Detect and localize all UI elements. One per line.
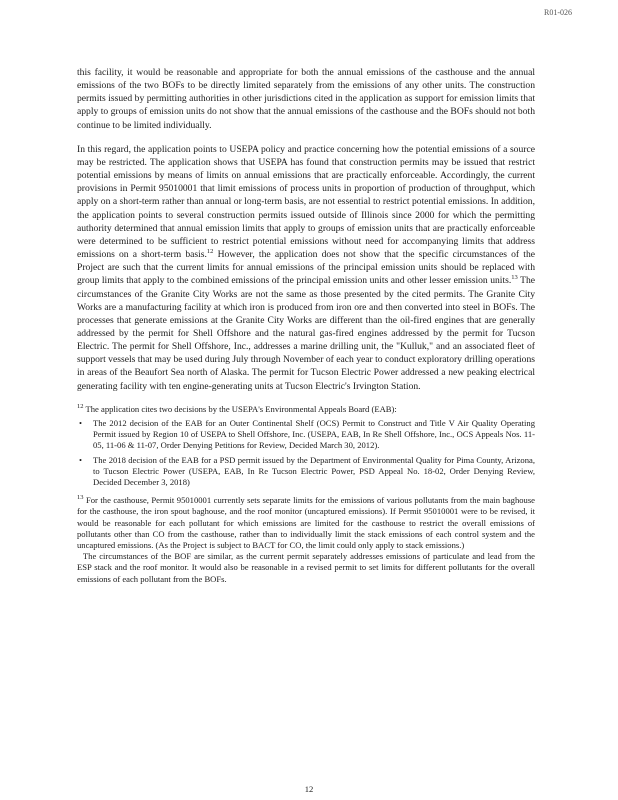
footnote-13-label: 13	[77, 494, 84, 502]
paragraph-1: this facility, it would be reasonable and appropriate for both the annual emissions of the casthouse and the annual emissions of the two BOFs to be directly limited separately from the emissions of any other units. The construction permits issued by permitting authorities in other jurisdictions cited in the application as support for emission limits that apply to groups of emission units do not show that the annual emissions of the casthouse and the BOFs should not both continue to be limited individually.	[77, 67, 535, 131]
paragraph-2-part-b: However, the application does not show that the specific circumstances of the Project are such that the current limits for annual emissions of the principal emission units should be replaced with group limits that apply to the combined emissions of the principal emission units and other lesser emission units.	[77, 249, 536, 287]
footnote-13	[77, 495, 535, 551]
footnote-13-continued	[77, 551, 535, 585]
page-number: 12	[304, 784, 314, 794]
bullet-icon: •	[79, 454, 83, 465]
footnote-12-label: 12	[77, 402, 84, 410]
footnote-13-text-a: For the casthouse, Permit 95010001 currently sets separate limits for the emissions of various pollutants from the main baghouse for the casthouse, the iron spout baghouse, and the roof monitor (uncaptured emissions). If Permit 95010001 were to be revised, it would be reasonable for each pollutant for which emissions are limited for the casthouse to restrict the overall emissions of pollutants other than CO from the casthouse, rather than to individually limit the stack emissions of each control system and the uncaptured emissions. (As the Project is subject to BACT for CO, the limit could only apply to stack emissions.)	[77, 495, 535, 550]
paragraph-2	[77, 143, 535, 393]
footnote-12-item-1-text: The 2012 decision of the EAB for an Outer Continental Shelf (OCS) Permit to Construct and Title V Air Quality Operating Permit issued by Region 10 of USEPA to Shell Offshore, Inc. (USEPA, EAB, In Re Shell Offshore, Inc., OCS Appeals Nos. 11-05, 11-06 & 11-07, Order Denying Petitions for Review, Decided March 30, 2012).	[93, 417, 535, 451]
footnote-ref-13: 13	[511, 274, 518, 282]
footnote-12-intro: The application cites two decisions by the USEPA's Environmental Appeals Board (EAB):	[85, 403, 397, 414]
footnote-ref-12: 12	[206, 247, 214, 255]
footnote-12-item-2	[77, 455, 535, 489]
footnote-12	[77, 404, 535, 415]
bullet-icon: •	[79, 417, 83, 428]
footnote-12-item-2-text: The 2018 decision of the EAB for a PSD permit issued by the Department of Environmental Quality for Pima County, Arizona, to Tucson Electric Power (USEPA, EAB, In Re Tucson Electric Power, PSD Appeal No. 18-02, Order Denying Review, Decided December 3, 2018)	[93, 454, 535, 487]
paragraph-2-part-a: In this regard, the application points to USEPA policy and practice concerning how the potential emissions of a source may be restricted. The application shows that USEPA has found that construction permits may be issued that restrict potential emissions by means of limits on annual emissions that are practically enforceable. Accordingly, the current provisions in Permit 95010001 that limit emissions of process units in proportion of production of throughput, which apply on a short-term rather than annual or long-term basis, are not essential to restrict potential emissions. In addition, the application points to several construction permits issued outside of Illinois since 2000 for which the permitting authority determined that annual emission limits that apply to groups of emission units that are practically enforceable were determined to be sufficient to restrict potential emissions without need for accompanying limits that address emissions on a short-term basis.	[77, 143, 535, 261]
page-body	[77, 66, 535, 585]
paragraph-2-part-c: The circumstances of the Granite City Works are not the same as those presented by the cited permits. The Granite City Works are a manufacturing facility at which iron is produced from iron ore and then converted into steel in BOFs. The processes that generate emissions at the Granite City Works are different than the oil-fired engines that are generally addressed by the permit for Shell Offshore and the natural gas-fired engines addressed by the permit for Tucson Electric. The permit for Shell Offshore, Inc., addresses a marine drilling unit, the "Kulluk," and an associated fleet of support vessels that may be used during July through November of each year to conduct exploratory drilling operations in areas of the Beaufort Sea north of Alaska. The permit for Tucson Electric Power addressed a new peaking electrical generating facility with ten engine-generating units at Tucson Electric's Irvington Station.	[77, 275, 535, 392]
footnote-12-list	[77, 418, 535, 488]
document-id: R01-026	[544, 8, 572, 17]
footnote-13-text-b: The circumstances of the BOF are similar, as the current permit separately addresses emissions of particulate and lead from the ESP stack and the roof monitor. It would also be reasonable in a revised permit to set limits for different pollutants for the overall emissions of each pollutant from the BOFs.	[77, 551, 535, 584]
footnote-12-item-1	[77, 418, 535, 452]
